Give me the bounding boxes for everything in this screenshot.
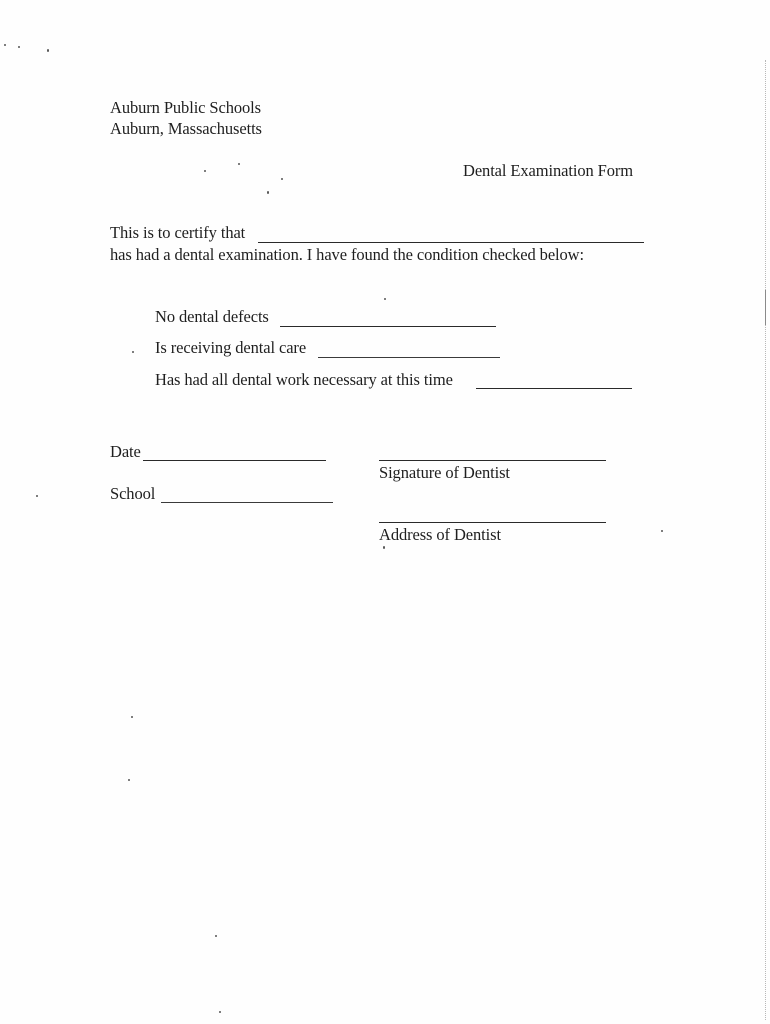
scan-speck <box>267 191 269 194</box>
scan-speck <box>238 163 240 165</box>
scan-speck <box>18 46 20 48</box>
organization-name: Auburn Public Schools <box>110 98 261 117</box>
scan-speck <box>128 779 130 781</box>
scan-speck <box>661 530 663 532</box>
school-label: School <box>110 484 156 503</box>
scan-speck <box>131 716 133 718</box>
signature-line[interactable] <box>379 460 606 461</box>
address-label: Address of Dentist <box>379 525 501 544</box>
scan-speck <box>281 178 283 180</box>
date-line[interactable] <box>143 460 326 461</box>
scan-speck <box>36 495 38 497</box>
scan-speck <box>132 351 134 353</box>
condition-label-work-complete: Has had all dental work necessary at this time <box>155 370 453 389</box>
certify-continuation-text: has had a dental examination. I have found the condition checked below: <box>110 245 584 264</box>
address-line[interactable] <box>379 522 606 523</box>
scan-speck <box>204 170 206 172</box>
school-line[interactable] <box>161 502 333 503</box>
scan-speck <box>47 49 49 52</box>
condition-label-receiving-care: Is receiving dental care <box>155 338 307 357</box>
condition-check-line-work-complete[interactable] <box>476 388 632 389</box>
patient-name-line[interactable] <box>258 242 644 243</box>
form-title: Dental Examination Form <box>463 161 633 180</box>
condition-label-no-defects: No dental defects <box>155 307 269 326</box>
organization-location: Auburn, Massachusetts <box>110 119 262 138</box>
date-label: Date <box>110 442 141 461</box>
scan-speck <box>384 298 386 300</box>
scan-speck <box>219 1011 221 1013</box>
scan-edge-line <box>765 290 766 325</box>
condition-check-line-receiving-care[interactable] <box>318 357 500 358</box>
certify-intro-text: This is to certify that <box>110 223 246 242</box>
scan-speck <box>383 546 385 549</box>
signature-label: Signature of Dentist <box>379 463 510 482</box>
condition-check-line-no-defects[interactable] <box>280 326 496 327</box>
scan-speck <box>4 44 6 46</box>
scan-speck <box>215 935 217 937</box>
scan-edge-line <box>765 60 766 1020</box>
